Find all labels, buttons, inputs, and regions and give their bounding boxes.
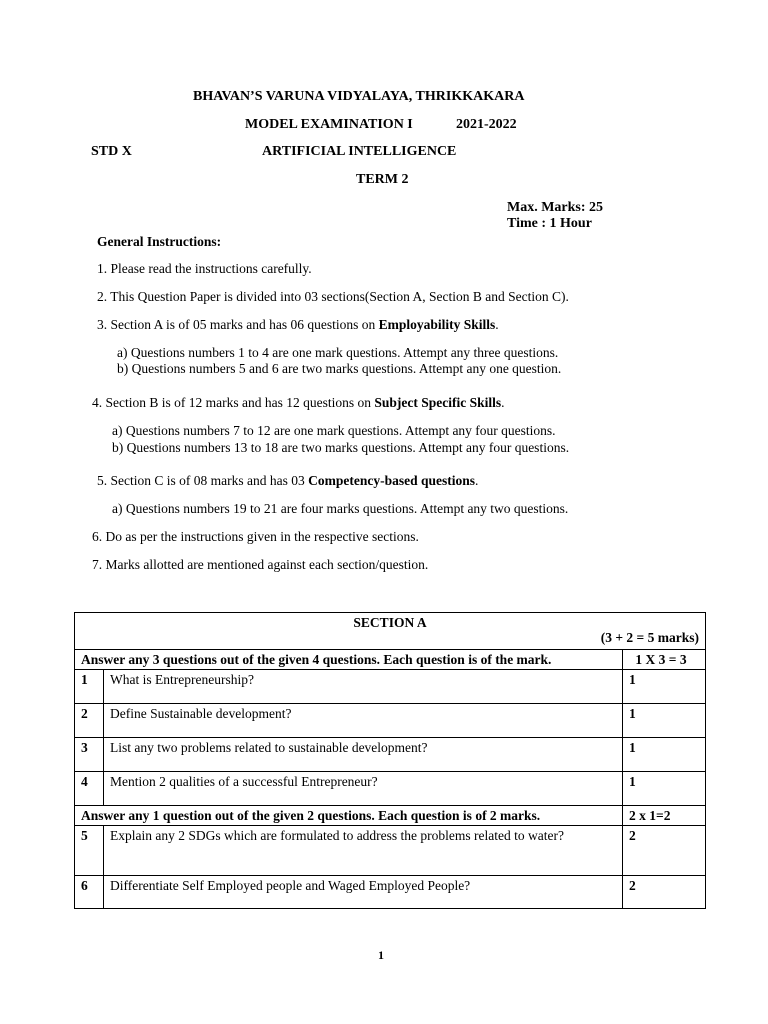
instruction-6: 6. Do as per the instructions given in the respective sections. bbox=[92, 529, 419, 544]
table-row bbox=[75, 772, 706, 806]
question-marks: 1 bbox=[623, 772, 706, 806]
question-text: List any two problems related to sustainable development? bbox=[104, 738, 623, 772]
instruction-3-emphasis: Employability Skills bbox=[378, 317, 496, 332]
instruction-3 bbox=[97, 317, 499, 333]
term-label: TERM 2 bbox=[356, 172, 409, 187]
instruction-5-emphasis: Competency-based questions bbox=[308, 473, 475, 488]
group-2-marks: 2 x 1=2 bbox=[623, 806, 706, 826]
instruction-5 bbox=[97, 473, 478, 489]
instruction-3b: b) Questions numbers 5 and 6 are two marks questions. Attempt any one question. bbox=[117, 361, 562, 376]
instructions-title: General Instructions: bbox=[97, 234, 222, 249]
question-text: Explain any 2 SDGs which are formulated to address the problems related to water? bbox=[104, 826, 623, 876]
section-header-row bbox=[75, 613, 706, 650]
question-text: Differentiate Self Employed people and Waged Employed People? bbox=[104, 876, 623, 909]
school-name: BHAVAN’S VARUNA VIDYALAYA, THRIKKAKARA bbox=[193, 89, 525, 104]
group-1-marks: 1 X 3 = 3 bbox=[623, 650, 706, 670]
question-number: 4 bbox=[75, 772, 104, 806]
group-2-instruction: Answer any 1 question out of the given 2 questions. Each question is of 2 marks. bbox=[75, 806, 623, 826]
instruction-5-text: 5. Section C is of 08 marks and has 03 bbox=[97, 473, 309, 488]
question-number: 5 bbox=[75, 826, 104, 876]
question-marks: 1 bbox=[623, 704, 706, 738]
group-1-instruction: Answer any 3 questions out of the given 4 questions. Each question is of the mark. bbox=[75, 650, 623, 670]
instruction-3-end: . bbox=[495, 317, 499, 332]
table-row bbox=[75, 826, 706, 876]
question-marks: 1 bbox=[623, 738, 706, 772]
std-label: STD X bbox=[91, 144, 132, 159]
instruction-3-text: 3. Section A is of 05 marks and has 06 questions on bbox=[97, 317, 379, 332]
instruction-4 bbox=[92, 395, 505, 411]
instruction-4a: a) Questions numbers 7 to 12 are one mark questions. Attempt any four questions. bbox=[112, 423, 556, 438]
question-number: 6 bbox=[75, 876, 104, 909]
question-number: 1 bbox=[75, 670, 104, 704]
max-marks: Max. Marks: 25 bbox=[507, 200, 604, 215]
question-number: 2 bbox=[75, 704, 104, 738]
question-marks: 2 bbox=[623, 826, 706, 876]
exam-name: MODEL EXAMINATION I bbox=[245, 117, 413, 132]
question-marks: 2 bbox=[623, 876, 706, 909]
table-row bbox=[75, 876, 706, 909]
instruction-3a: a) Questions numbers 1 to 4 are one mark questions. Attempt any three questions. bbox=[117, 345, 559, 360]
group-1-row bbox=[75, 650, 706, 670]
page-number: 1 bbox=[378, 948, 384, 962]
table-row bbox=[75, 738, 706, 772]
instruction-7: 7. Marks allotted are mentioned against each section/question. bbox=[92, 557, 429, 572]
section-marks-total: (3 + 2 = 5 marks) bbox=[600, 630, 699, 645]
question-marks: 1 bbox=[623, 670, 706, 704]
exam-year: 2021-2022 bbox=[456, 117, 517, 132]
group-2-row bbox=[75, 806, 706, 826]
table-row bbox=[75, 670, 706, 704]
instruction-4b: b) Questions numbers 13 to 18 are two marks questions. Attempt any four questions. bbox=[112, 440, 570, 455]
table-row bbox=[75, 704, 706, 738]
subject-title: ARTIFICIAL INTELLIGENCE bbox=[262, 144, 457, 159]
duration: Time : 1 Hour bbox=[507, 216, 592, 231]
section-a-table bbox=[74, 612, 706, 909]
question-text: Mention 2 qualities of a successful Entrepreneur? bbox=[104, 772, 623, 806]
section-title: SECTION A bbox=[353, 615, 427, 630]
instruction-4-text: 4. Section B is of 12 marks and has 12 questions on bbox=[92, 395, 375, 410]
instruction-2: 2. This Question Paper is divided into 03 sections(Section A, Section B and Section C). bbox=[97, 289, 569, 304]
question-number: 3 bbox=[75, 738, 104, 772]
section-header-cell bbox=[75, 613, 706, 650]
instruction-5-end: . bbox=[475, 473, 479, 488]
question-text: What is Entrepreneurship? bbox=[104, 670, 623, 704]
instruction-1: 1. Please read the instructions carefully. bbox=[97, 261, 312, 276]
instruction-4-emphasis: Subject Specific Skills bbox=[374, 395, 502, 410]
question-text: Define Sustainable development? bbox=[104, 704, 623, 738]
instruction-4-end: . bbox=[501, 395, 505, 410]
instruction-5a: a) Questions numbers 19 to 21 are four marks questions. Attempt any two questions. bbox=[112, 501, 569, 516]
